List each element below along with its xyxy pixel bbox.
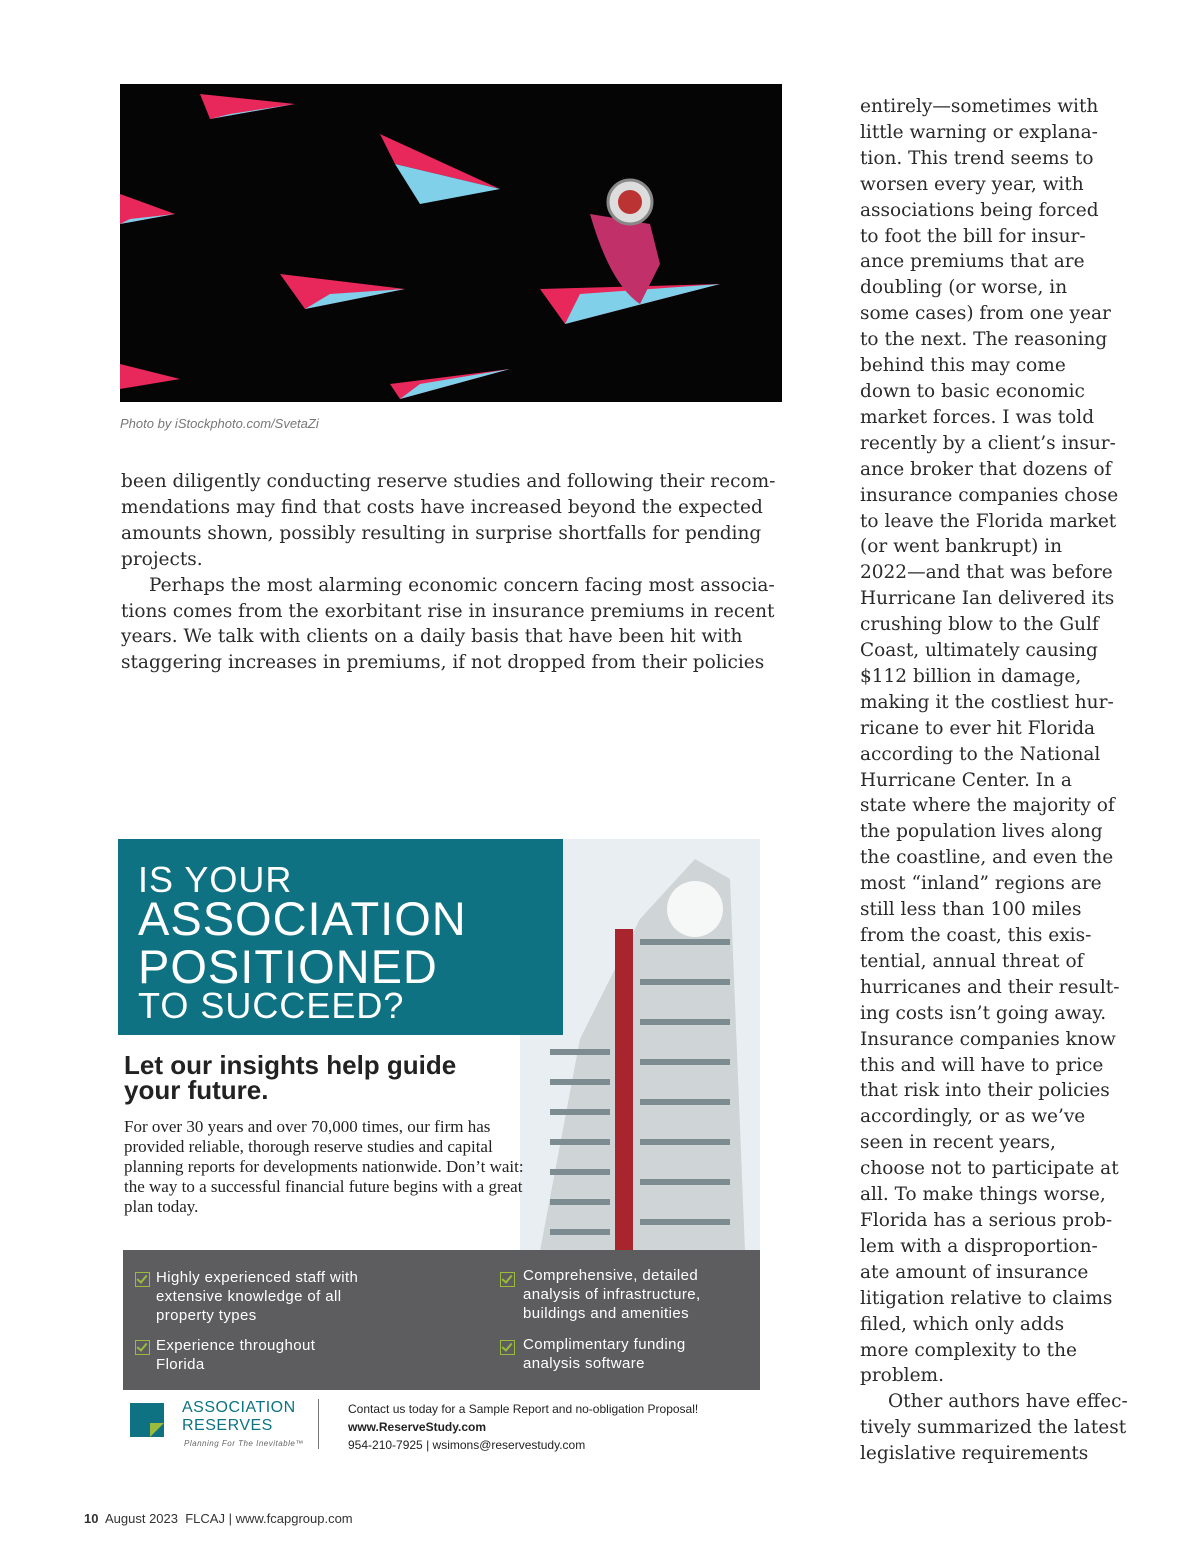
footer-website[interactable]: www.fcapgroup.com [235, 1511, 353, 1526]
text-line: been diligently conducting reserve studies and following their recom- [121, 471, 776, 492]
headline-line: IS YOUR [138, 859, 293, 900]
ad-subheadline [124, 1050, 457, 1105]
text-line: Hurricane Center. In a [860, 769, 1072, 791]
checkbox-icon [500, 1340, 515, 1355]
text-line: crushing blow to the Gulf [860, 614, 1099, 636]
text-line: ricane to ever hit Florida [860, 717, 1096, 739]
text-line: tential, annual threat of [860, 950, 1084, 972]
text-line: ance broker that dozens of [860, 458, 1112, 480]
subhead-line: Let our insights help guide [124, 1050, 457, 1080]
text-line: years. We talk with clients on a daily basis that have been hit with [121, 626, 743, 648]
text-line: still less than 100 miles [860, 899, 1082, 921]
text-line: mendations may find that costs have increased beyond the expected [121, 496, 763, 518]
phone-number[interactable]: 954-210-7925 [348, 1438, 423, 1452]
headline-banner [118, 839, 563, 1035]
text-line: state where the majority of [860, 795, 1115, 817]
text-line: ance premiums that are [860, 251, 1085, 273]
text-line: litigation relative to claims [860, 1287, 1113, 1309]
text-line: to foot the bill for insur- [860, 225, 1086, 247]
text-line: accordingly, or as we’ve [860, 1106, 1086, 1128]
text-line: to leave the Florida market [860, 510, 1117, 532]
publication-name: FLCAJ [185, 1511, 225, 1526]
features-box [123, 1250, 760, 1390]
text-line: down to basic economic [860, 380, 1085, 402]
text-line: to the next. The reasoning [860, 329, 1108, 351]
text-line: lem with a disproportion- [860, 1235, 1098, 1257]
text-line: Other authors have effec- [888, 1391, 1128, 1413]
text-line: staggering increases in premiums, if not dropped from their policies [121, 652, 765, 674]
photo-caption: Photo by iStockphoto.com/SvetaZi [120, 416, 319, 431]
text-line: market forces. I was told [860, 406, 1095, 428]
text-line: behind this may come [860, 355, 1066, 377]
text-line: (or went bankrupt) in [860, 536, 1063, 558]
checkbox-icon [500, 1272, 515, 1287]
text-line: the population lives along [860, 821, 1103, 843]
text-line: $112 billion in damage, [860, 665, 1082, 687]
text-line: ing costs isn’t going away. [860, 1002, 1107, 1024]
text-line: hurricanes and their result- [860, 976, 1120, 998]
paper-planes-photo [120, 84, 782, 402]
text-line: most “inland” regions are [860, 873, 1102, 895]
left-column-text [121, 469, 776, 676]
text-line: associations being forced [860, 199, 1099, 221]
text-line: amounts shown, possibly resulting in surprise shortfalls for pending [121, 522, 762, 544]
text-line: from the coast, this exis- [860, 925, 1092, 946]
text-line: worsen every year, with [860, 173, 1084, 195]
text-line: Perhaps the most alarming economic concern facing most associa- [149, 574, 775, 596]
text-line: doubling (or worse, in [860, 277, 1068, 299]
text-line: Hurricane Ian delivered its [860, 588, 1115, 610]
logo-mark-icon [130, 1403, 164, 1437]
headline-line: POSITIONED [138, 940, 438, 993]
text-line: tion. This trend seems to [860, 147, 1094, 169]
headline-line: TO SUCCEED? [138, 985, 405, 1026]
text-line: some cases) from one year [860, 303, 1111, 325]
headline-line: ASSOCIATION [138, 892, 467, 945]
text-line: the coastline, and even the [860, 847, 1114, 869]
ad-body-text: For over 30 years and over 70,000 times, our firm has provided reliable, thorough reserve studies and capital planning reports for developments nationwide. Don’t wait: the way to a successful financial future begins with a great plan today. [124, 1117, 524, 1216]
text-line: choose not to participate at [860, 1158, 1119, 1180]
feature-item: Experience throughout Florida [156, 1337, 316, 1373]
page-number: 10 [84, 1511, 99, 1526]
text-line: problem. [860, 1365, 944, 1387]
text-line: this and will have to price [860, 1054, 1104, 1076]
text-line: entirely—sometimes with [860, 96, 1099, 117]
text-line: Coast, ultimately causing [860, 640, 1098, 662]
checkbox-icon [135, 1272, 150, 1287]
text-line: insurance companies chose [860, 484, 1119, 506]
text-line: tions comes from the exorbitant rise in insurance premiums in recent [121, 600, 775, 622]
logo-text: ASSOCIATION [182, 1399, 296, 1416]
text-line: making it the costliest hur- [860, 691, 1114, 713]
website-link[interactable]: www.ReserveStudy.com [348, 1420, 487, 1434]
text-line: that risk into their policies [860, 1080, 1110, 1102]
right-column-text [860, 94, 1128, 1467]
text-line: Insurance companies know [860, 1028, 1116, 1050]
text-line: projects. [121, 548, 203, 570]
feature-item: Complimentary funding analysis software [523, 1336, 686, 1372]
text-line: ate amount of insurance [860, 1261, 1089, 1283]
logo-tagline: Planning For The Inevitable™ [184, 1439, 304, 1448]
text-line: according to the National [860, 743, 1101, 765]
text-line: 2022—and that was before [860, 562, 1113, 584]
logo-text: RESERVES [182, 1417, 273, 1434]
email-link[interactable]: wsimons@reservestudy.com [432, 1438, 586, 1452]
text-line: legislative requirements [860, 1443, 1089, 1465]
text-line: more complexity to the [860, 1339, 1077, 1361]
contact-cta: Contact us today for a Sample Report and no-obligation Proposal! [348, 1402, 699, 1416]
feature-item: Comprehensive, detailed analysis of infrastructure, buildings and amenities [523, 1267, 701, 1322]
text-line: recently by a client’s insur- [860, 432, 1116, 454]
issue-date: August 2023 [104, 1511, 178, 1526]
text-line: tively summarized the latest [860, 1417, 1127, 1439]
contact-info: Contact us today for a Sample Report and no-obligation Proposal! www.ReserveStudy.com 954-210-7925 | wsimons@reservestudy.com [348, 1402, 699, 1452]
subhead-line: your future. [124, 1075, 269, 1105]
text-line: little warning or explana- [860, 121, 1098, 143]
text-line: seen in recent years, [860, 1132, 1056, 1154]
association-reserves-ad [118, 839, 760, 1459]
text-line: Florida has a serious prob- [860, 1209, 1113, 1231]
text-line: all. To make things worse, [860, 1184, 1106, 1206]
page-footer: 10 August 2023 FLCAJ | www.fcapgroup.com [84, 1511, 353, 1526]
checkbox-icon [135, 1340, 150, 1355]
text-line: filed, which only adds [860, 1313, 1065, 1335]
feature-item: Highly experienced staff with extensive knowledge of all property types [156, 1269, 359, 1324]
